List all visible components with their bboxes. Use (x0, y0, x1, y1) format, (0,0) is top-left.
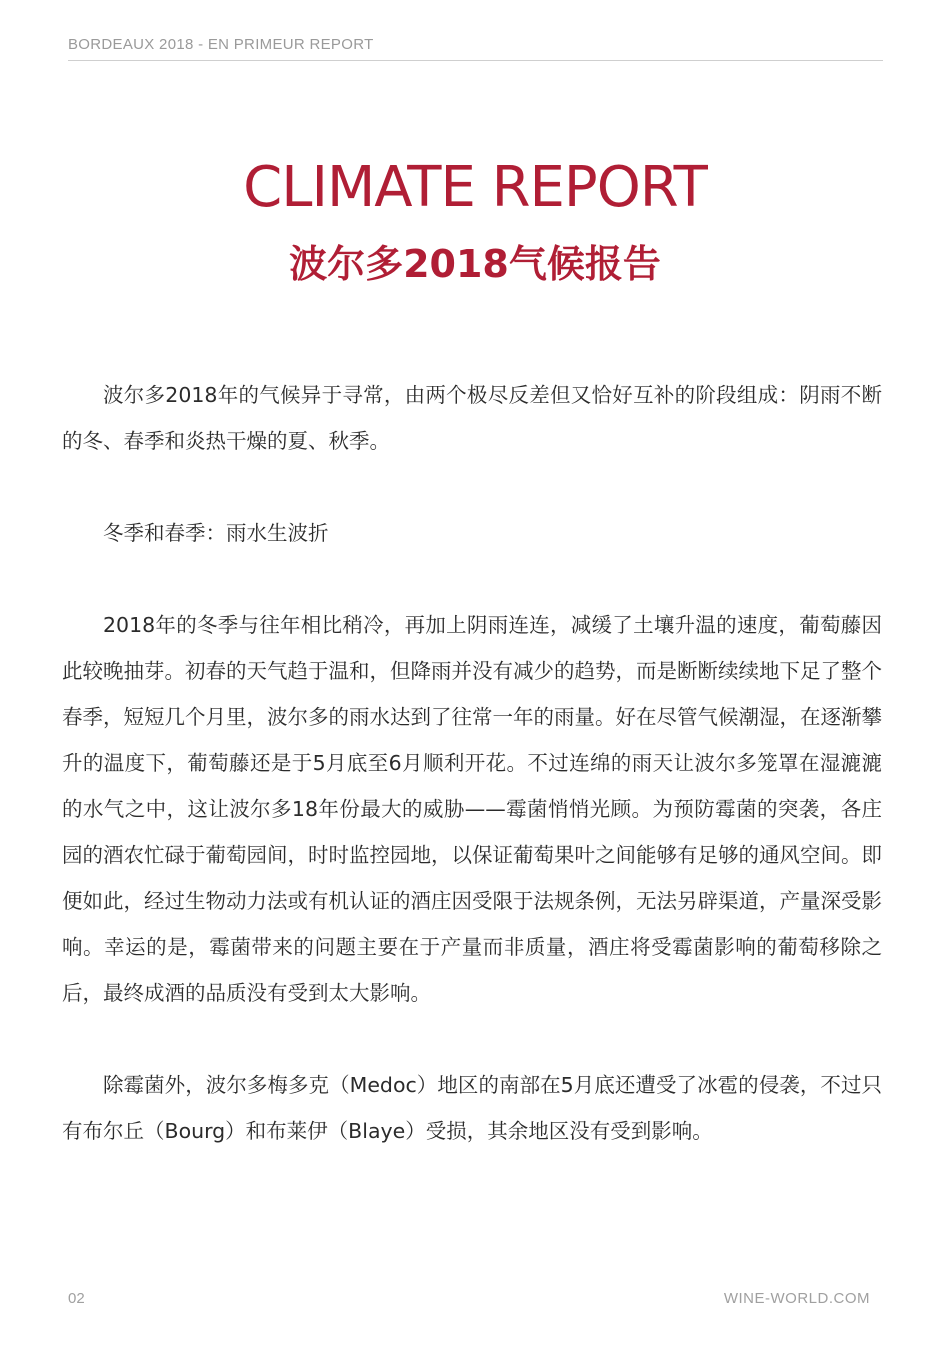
body-paragraph-2: 除霉菌外，波尔多梅多克（Medoc）地区的南部在5月底还遭受了冰雹的侵袭，不过只有布尔丘（Bourg）和布莱伊（Blaye）受损，其余地区没有受到影响。 (62, 1073, 882, 1143)
body-paragraph-1: 2018年的冬季与往年相比稍冷，再加上阴雨连连，减缓了土壤升温的速度，葡萄藤因此较晚抽芽。初春的天气趋于温和，但降雨并没有减少的趋势，而是断断续续地下足了整个春季，短短几个月里，波尔多的雨水达到了往常一年的雨量。好在尽管气候潮湿，在逐渐攀升的温度下，葡萄藤还是于5月底至6月顺利开花。不过连绵的雨天让波尔多笼罩在湿漉漉的水气之中，这让波尔多18年份最大的威胁——霉菌悄悄光顾。为预防霉菌的突袭，各庄园的酒农忙碌于葡萄园间，时时监控园地，以保证葡萄果叶之间能够有足够的通风空间。即便如此，经过生物动力法或有机认证的酒庄因受限于法规条例，无法另辟渠道，产量深受影响。幸运的是，霉菌带来的问题主要在于产量而非质量，酒庄将受霉菌影响的葡萄移除之后，最终成酒的品质没有受到太大影响。 (62, 613, 882, 1005)
page-subtitle: 波尔多2018气候报告 (289, 242, 661, 286)
article-body (62, 372, 882, 1154)
page-number: 02 (68, 1290, 85, 1307)
running-header: BORDEAUX 2018 - EN PRIMEUR REPORT (68, 36, 374, 53)
section-heading: 冬季和春季：雨水生波折 (103, 521, 329, 545)
header-divider (68, 60, 883, 61)
page-title: CLIMATE REPORT (243, 155, 707, 220)
title-block (0, 150, 950, 292)
intro-paragraph: 波尔多2018年的气候异于寻常，由两个极尽反差但又恰好互补的阶段组成：阴雨不断的冬、春季和炎热干燥的夏、秋季。 (62, 383, 882, 453)
footer-website: WINE-WORLD.COM (723, 1290, 870, 1307)
